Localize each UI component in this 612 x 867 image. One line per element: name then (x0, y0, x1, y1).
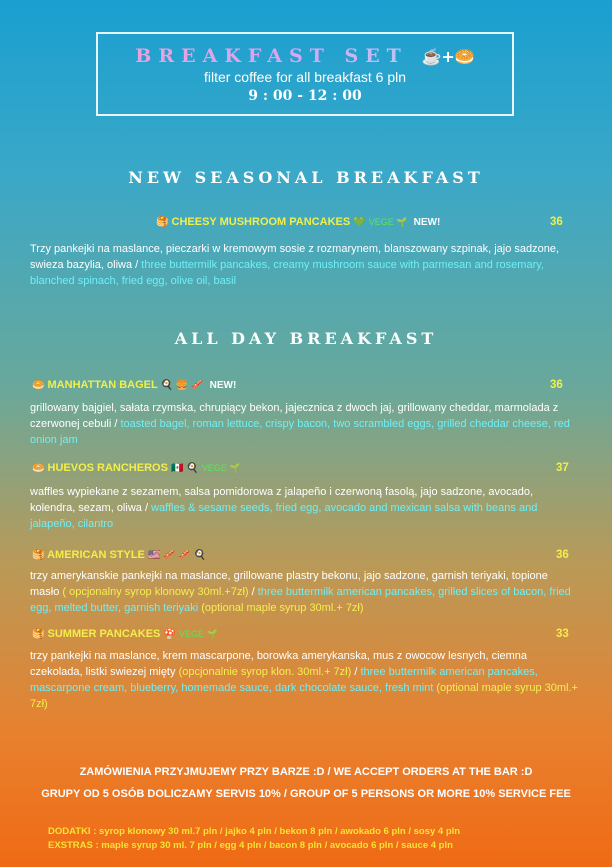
item-price: 36 (556, 549, 569, 561)
coffee-bagel-icon: ☕+🥯 (421, 47, 475, 66)
breakfast-set-hours: 9 : 00 - 12 : 00 (248, 88, 362, 104)
desc-english: three buttermilk pancakes, creamy mushroom sauce with parmesan and rosemary, blanched spinach, fried egg, olive oil, basil (30, 259, 544, 287)
section-title-all-day: ALL DAY BREAKFAST (174, 329, 438, 348)
item-price: 37 (556, 462, 569, 474)
desc-polish: grillowany bajgiel, sałata rzymska, chrupiący bekon, jajecznica z dwoch jaj, grillowany cheddar, marmolada z czerwonej cebuli / (30, 402, 559, 430)
usa-flag-bacon-egg-icon: 🇺🇸 🥓 🥓 🍳 (147, 550, 207, 561)
item-name: SUMMER PANCAKES (47, 628, 161, 640)
desc-english: three buttermilk american pancakes, mascarpone cream, blueberry, homemade sauce, dark chocolate sauce, fresh mint (30, 666, 538, 694)
item-description (30, 241, 578, 289)
new-badge: NEW! (209, 380, 237, 391)
desc-separator: / (351, 666, 361, 678)
item-description (30, 648, 578, 712)
green-heart-icon: 💚 (353, 217, 366, 228)
item-name: HUEVOS RANCHEROS (47, 462, 168, 474)
pancakes-icon: 🥞 (32, 550, 45, 561)
vege-badge: VEGE 🌱 (368, 217, 408, 227)
section-title-seasonal: NEW SEASONAL BREAKFAST (128, 168, 484, 187)
item-name: AMERICAN STYLE (47, 549, 145, 561)
desc-optional-en: (optional maple syrup 30ml.+ 7zł) (201, 602, 364, 614)
bagel-icon: 🥯 (32, 463, 45, 474)
mushroom-icon: 🍄 (163, 629, 176, 640)
breakfast-set-title-text: BREAKFAST SET (135, 45, 408, 67)
desc-english: waffles & sesame seeds, fried egg, avocado and mexican salsa with beans and jalapeño, cilantro (30, 502, 538, 530)
vege-badge: VEGE 🌱 (178, 629, 218, 639)
extras-english: EXSTRAS : maple syrup 30 ml. 7 pln / egg 4 pln / bacon 8 pln / avocado 6 pln / sauce 4 pln (48, 840, 453, 851)
desc-polish: trzy amerykanskie pankejki na maslance, grillowane plastry bekonu, jajo sadzone, garnish teriyaki, topione masło (30, 570, 548, 598)
menu-item-huevos-rancheros (32, 462, 240, 474)
item-price: 36 (550, 379, 563, 391)
menu-item-summer-pancakes (32, 628, 218, 640)
desc-optional-en: (optional maple syrup 30ml.+ 7zł) (30, 682, 578, 710)
breakfast-set-subtitle: filter coffee for all breakfast 6 pln (203, 69, 407, 85)
pancakes-icon: 🥞 (32, 629, 45, 640)
service-fee-notice: GRUPY OD 5 OSÓB DOLICZAMY SERVIS 10% / GROUP OF 5 PERSONS OR MORE 10% SERVICE FEE (41, 788, 571, 800)
desc-optional-pl: ( opcjonalny syrop klonowy 30ml.+7zł) (62, 586, 249, 598)
breakfast-set-title (98, 45, 512, 67)
egg-burger-bacon-icon: 🍳 🍔 🥓 (160, 380, 204, 391)
menu-item-american-style (32, 549, 206, 561)
item-description (30, 400, 578, 448)
breakfast-set-box (96, 32, 514, 116)
item-description (30, 484, 578, 532)
extras-polish: DODATKI : syrop klonowy 30 ml.7 pln / jajko 4 pln / bekon 8 pln / awokado 6 pln / sosy 4 pln (48, 826, 461, 837)
desc-optional-pl: (opcjonalnie syrop klon. 30ml.+ 7zł) (178, 666, 352, 678)
bagel-icon: 🥯 (32, 380, 45, 391)
orders-notice: ZAMÓWIENIA PRZYJMUJEMY PRZY BARZE :D / WE ACCEPT ORDERS AT THE BAR :D (79, 766, 533, 778)
desc-separator: / (248, 586, 258, 598)
item-name: CHEESY MUSHROOM PANCAKES (171, 216, 351, 228)
desc-english: three buttermilk american pancakes, grilled slices of bacon, fried egg, melted butter, garnish teriyaki (30, 586, 571, 614)
new-badge: NEW! (413, 217, 441, 228)
menu-item-cheesy-mushroom-pancakes (156, 216, 440, 228)
menu-item-manhattan-bagel (32, 379, 236, 391)
item-price: 33 (556, 628, 569, 640)
desc-polish: waffles wypiekane z sezamem, salsa pomidorowa z jalapeño i czerwoną fasolą, jajo sadzone, avocado, kolendra, sezam, oliwa / (30, 486, 534, 514)
mexico-flag-egg-icon: 🇲🇽 🍳 (170, 463, 199, 474)
desc-polish: trzy pankejki na maslance, krem mascarpone, borowka amerykanska, mus z owocow lesnych, ciemna czekolada, listki swiezej mięty (30, 650, 528, 678)
desc-polish: Trzy pankejki na maslance, pieczarki w kremowym sosie z rozmarynem, blanszowany szpinak, jajo sadzone, swieza bazylia, oliwa / (30, 243, 560, 271)
vege-badge: VEGE 🌱 (201, 463, 241, 473)
pancakes-icon: 🥞 (156, 217, 169, 228)
item-description (30, 568, 578, 616)
item-price: 36 (550, 216, 563, 228)
desc-english: toasted bagel, roman lettuce, crispy bacon, two scrambled eggs, grilled cheddar cheese, red onion jam (30, 418, 570, 446)
item-name: MANHATTAN BAGEL (47, 379, 158, 391)
